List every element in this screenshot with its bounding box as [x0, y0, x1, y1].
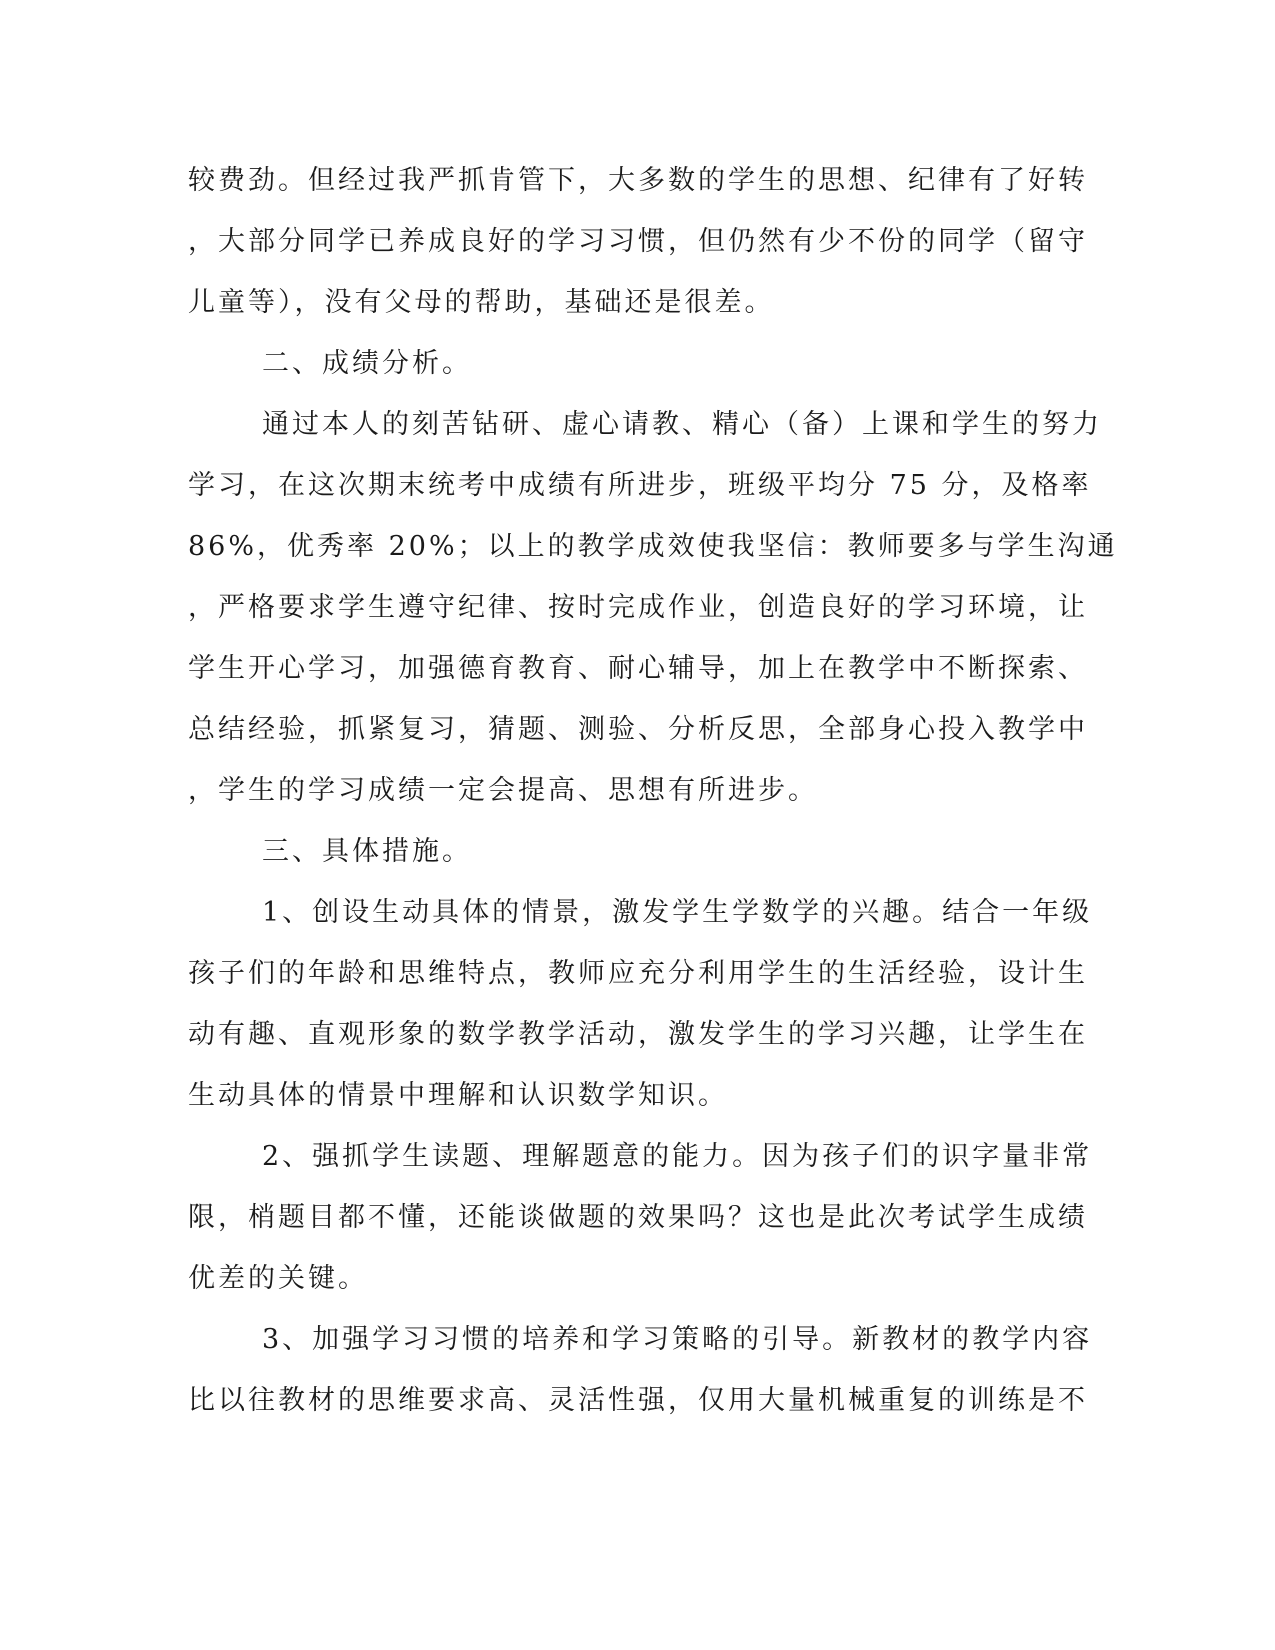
section-heading: 二、成绩分析。: [262, 348, 472, 379]
section-heading: 三、具体措施。: [262, 836, 472, 867]
text-line: 86%，优秀率 20%；以上的教学成效使我坚信：教师要多与学生沟通: [188, 531, 1118, 562]
text-line: ，学生的学习成绩一定会提高、思想有所进步。: [188, 775, 818, 806]
text-line: 孩子们的年龄和思维特点，教师应充分利用学生的生活经验，设计生: [188, 958, 1088, 989]
paragraph-first-line: 2、强抓学生读题、理解题意的能力。因为孩子们的识字量非常: [262, 1141, 1093, 1172]
text-line: 动有趣、直观形象的数学教学活动，激发学生的学习兴趣，让学生在: [188, 1019, 1088, 1050]
text-line: 儿童等），没有父母的帮助，基础还是很差。: [188, 287, 775, 318]
paragraph-first-line: 通过本人的刻苦钻研、虚心请教、精心（备）上课和学生的努力: [262, 409, 1102, 440]
body-text: [188, 150, 1118, 1431]
text-line: 学习，在这次期末统考中成绩有所进步，班级平均分 75 分，及格率: [188, 470, 1092, 501]
text-line: 生动具体的情景中理解和认识数学知识。: [188, 1080, 728, 1111]
text-line: ，严格要求学生遵守纪律、按时完成作业，创造良好的学习环境，让: [188, 592, 1088, 623]
text-line: 总结经验，抓紧复习，猜题、测验、分析反思，全部身心投入教学中: [188, 714, 1088, 745]
text-line: 限，梢题目都不懂，还能谈做题的效果吗？这也是此次考试学生成绩: [188, 1202, 1088, 1233]
paragraph-first-line: 3、加强学习习惯的培养和学习策略的引导。新教材的教学内容: [262, 1324, 1093, 1355]
paragraph-first-line: 1、创设生动具体的情景，激发学生学数学的兴趣。结合一年级: [262, 897, 1093, 928]
text-line: ，大部分同学已养成良好的学习习惯，但仍然有少不份的同学（留守: [188, 226, 1088, 257]
text-line: 比以往教材的思维要求高、灵活性强，仅用大量机械重复的训练是不: [188, 1385, 1088, 1416]
text-line: 较费劲。但经过我严抓肯管下，大多数的学生的思想、纪律有了好转: [188, 165, 1088, 196]
text-line: 优差的关键。: [188, 1263, 368, 1294]
text-line: 学生开心学习，加强德育教育、耐心辅导，加上在教学中不断探索、: [188, 653, 1088, 684]
